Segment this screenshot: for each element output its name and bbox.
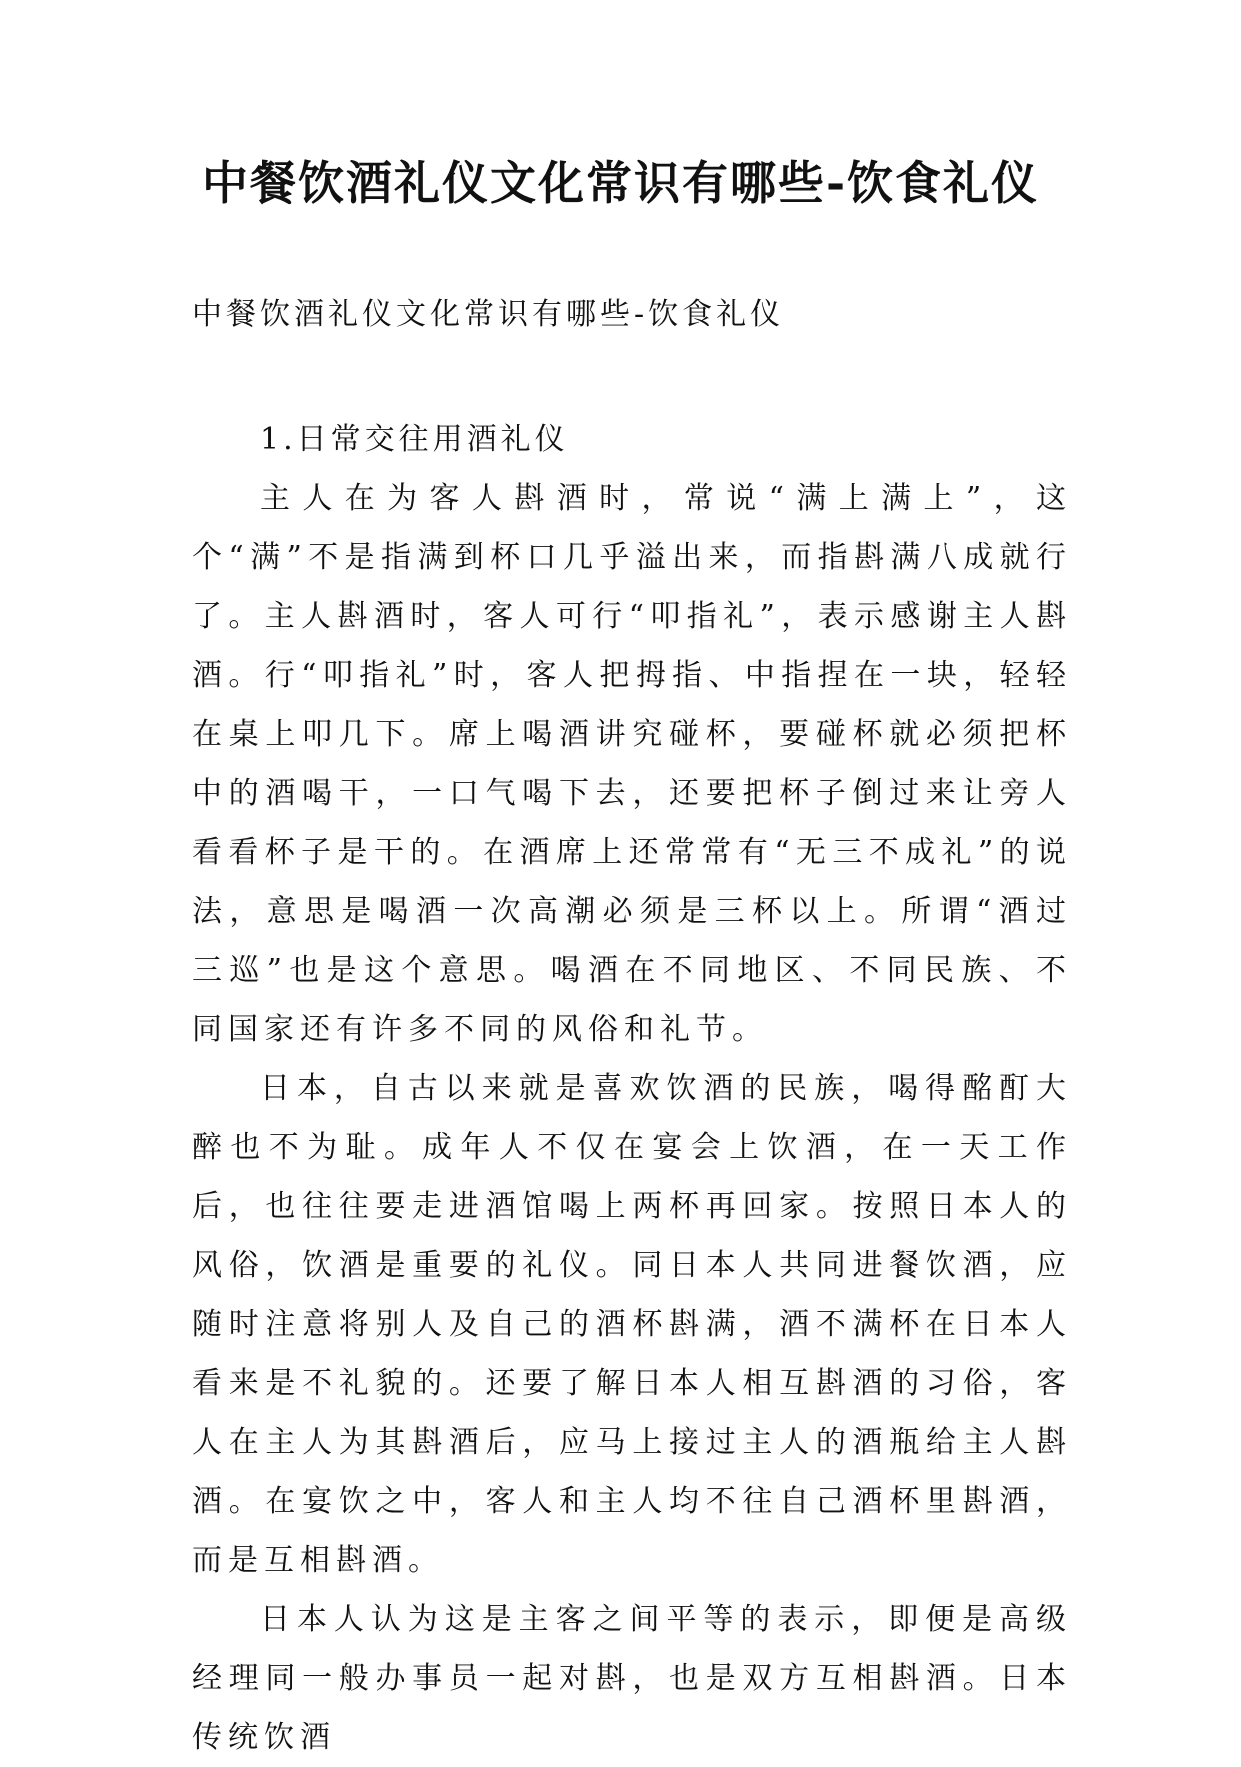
section-heading: 1.日常交往用酒礼仪	[260, 422, 569, 457]
document-title: 中餐饮酒礼仪文化常识有哪些-饮食礼仪	[201, 156, 1040, 210]
body-paragraph: 日本人认为这是主客之间平等的表示，即便是高级经理同一般办事员一起对斟，也是双方互相斟酒。日本传统饮酒	[192, 1602, 1072, 1755]
body-paragraph: 主人在为客人斟酒时，常说“满上满上”，这个“满”不是指满到杯口几乎溢出来，而指斟满八成就行了。主人斟酒时，客人可行“叩指礼”，表示感谢主人斟酒。行“叩指礼”时，客人把拇指、中指捏在一块，轻轻在桌上叩几下。席上喝酒讲究碰杯，要碰杯就必须把杯中的酒喝干，一口气喝下去，还要把杯子倒过来让旁人看看杯子是干的。在酒席上还常常有“无三不成礼”的说法，意思是喝酒一次高潮必须是三杯以上。所谓“酒过三巡”也是这个意思。喝酒在不同地区、不同民族、不同国家还有许多不同的风俗和礼节。	[192, 481, 1072, 1047]
document-body	[192, 410, 1072, 1767]
document-subtitle: 中餐饮酒礼仪文化常识有哪些-饮食礼仪	[192, 297, 785, 332]
body-paragraph: 日本，自古以来就是喜欢饮酒的民族，喝得酩酊大醉也不为耻。成年人不仅在宴会上饮酒，在一天工作后，也往往要走进酒馆喝上两杯再回家。按照日本人的风俗，饮酒是重要的礼仪。同日本人共同进餐饮酒，应随时注意将别人及自己的酒杯斟满，酒不满杯在日本人看来是不礼貌的。还要了解日本人相互斟酒的习俗，客人在主人为其斟酒后，应马上接过主人的酒瓶给主人斟酒。在宴饮之中，客人和主人均不往自己酒杯里斟酒，而是互相斟酒。	[192, 1071, 1072, 1578]
